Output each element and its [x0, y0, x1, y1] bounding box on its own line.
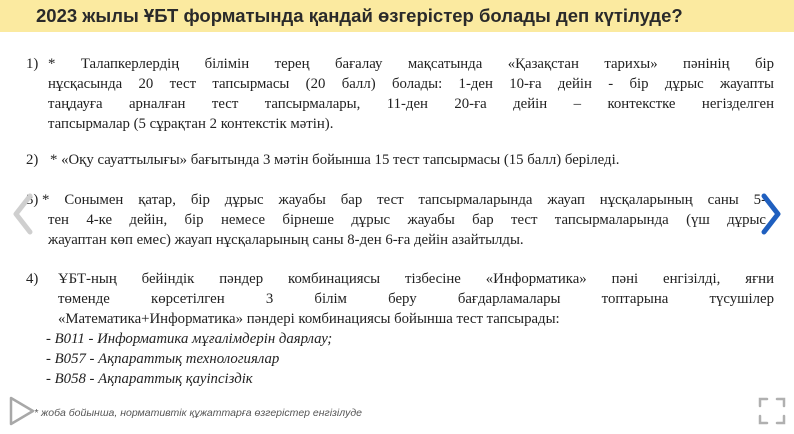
item-line: тапсырмалар (5 сұрақтан 2 контекстік мәтін).: [48, 116, 334, 132]
sublist-item: - В011 - Информатика мұғалімдерін даярлау;: [46, 331, 333, 347]
item-line: * Талапкерлердің білімін терең бағалау мақсатында «Қазақстан тарихы» пәнінің бір: [48, 56, 774, 72]
item-line: * Сонымен қатар, бір дұрыс жауабы бар тест тапсырмаларында жауап нұсқаларының саны 5-: [42, 192, 766, 208]
chevron-left-icon: [8, 192, 38, 236]
item-line: жауаптан көп емес) жауап нұсқаларының саны 8-ден 6-ға дейін азайтылды.: [48, 232, 524, 248]
item-line: нұсқасында 20 тест тапсырмасы (20 балл) болады: 1-ден 10-ға дейін - бір дұрыс жауапты: [48, 76, 774, 92]
sublist-item: - В057 - Ақпараттық технологиялар: [46, 351, 280, 367]
prev-slide-button[interactable]: [8, 192, 38, 236]
play-icon: [6, 395, 36, 427]
item-line: «Математика+Информатика» пәндері комбинациясы бойынша тест тапсырады:: [58, 311, 560, 327]
chevron-right-icon: [756, 192, 786, 236]
item-line: ҰБТ-ның бейіндік пәндер комбинациясы тізбесіне «Информатика» пәні енгізілді, яғни: [58, 271, 774, 287]
item-number: 2): [26, 152, 39, 168]
fullscreen-icon: [756, 395, 788, 427]
next-slide-button[interactable]: [756, 192, 786, 236]
item-line: тен 4-ке дейін, бір немесе бірнеше дұрыс жауабы бар тест тапсырмаларында (үш дұрыс: [48, 212, 766, 228]
item-number: 3): [26, 192, 39, 208]
item-line: * «Оқу сауаттылығы» бағытында 3 мәтін бойынша 15 тест тапсырмасы (15 балл) беріледі.: [50, 152, 620, 168]
play-button[interactable]: [6, 395, 36, 427]
item-line: төменде көрсетілген 3 білім беру бағдарламалары топтарына түсушілер: [58, 291, 774, 307]
fullscreen-button[interactable]: [756, 395, 788, 427]
item-number: 1): [26, 56, 39, 72]
item-number: 4): [26, 271, 39, 287]
sublist-item: - В058 - Ақпараттық қауіпсіздік: [46, 371, 253, 387]
item-line: таңдауға арналған тест тапсырмалары, 11-ден 20-ға дейін – контекстке негізделген: [48, 96, 774, 112]
slide-title: 2023 жылы ҰБТ форматында қандай өзгерістер болады деп күтілуде?: [36, 5, 683, 26]
footnote: * жоба бойынша, нормативтік құжаттарға өзгерістер енгізілуде: [34, 407, 362, 419]
